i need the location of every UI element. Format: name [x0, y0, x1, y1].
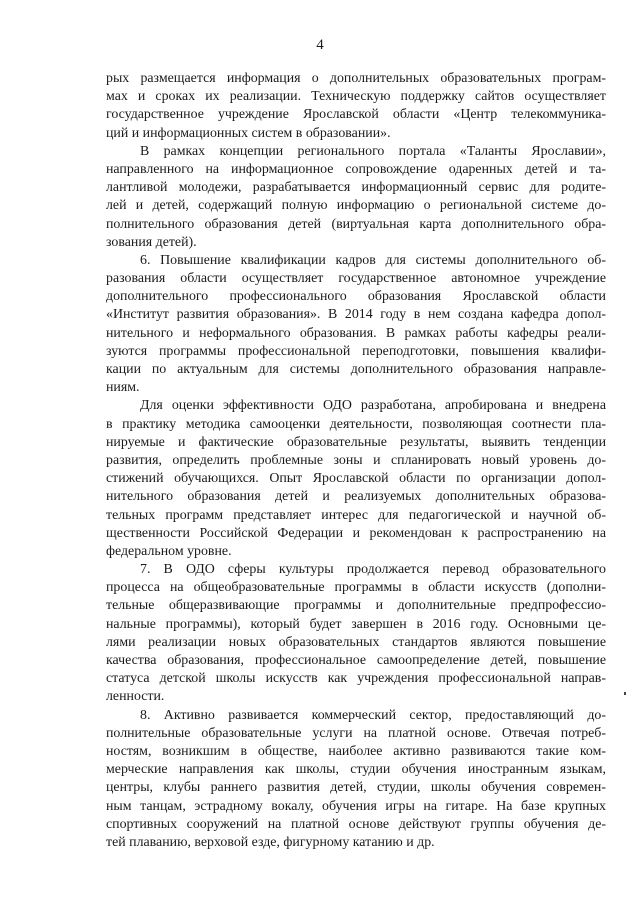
- text-line: нительного образования детей и реализуемых дополнительных образова-: [106, 489, 606, 505]
- text-line: ным танцам, эстрадному вокалу, обучения игры на гитаре. На базе крупных: [106, 798, 606, 814]
- text-line: процесса на общеобразовательные программы в области искусств (дополни-: [106, 580, 606, 596]
- text-line: стижений обучающихся. Опыт Ярославской области по организации допол-: [106, 471, 606, 487]
- text-line: разования области осуществляет государственное автономное учреждение: [106, 271, 606, 287]
- text-line: тей плаванию, верховой езде, фигурному катанию и др.: [106, 834, 435, 850]
- body-text: [106, 70, 606, 852]
- text-line: В рамках концепции регионального портала «Таланты Ярославии»,: [140, 143, 606, 159]
- text-line: нальные программы), который будет завершен в 2016 году. Основными це-: [106, 616, 606, 632]
- text-line: центры, клубы раннего развития детей, студии, школы обучения современ-: [106, 780, 606, 796]
- scan-speck: [624, 692, 626, 695]
- paragraph-6: [106, 707, 606, 853]
- text-line: в практику методика самооценки деятельности, позволяющая соотнести пла-: [106, 416, 606, 432]
- paragraph-1: [106, 70, 606, 143]
- text-line: ленности.: [106, 689, 165, 705]
- text-line: зования детей).: [106, 234, 197, 250]
- text-line: полнительные образовательные услуги на платной основе. Отвечая потреб-: [106, 725, 606, 741]
- text-line: 7. В ОДО сферы культуры продолжается перевод образовательного: [140, 562, 606, 578]
- text-line: ностям, возникшим в обществе, наиболее активно развиваются такие ком-: [106, 743, 606, 759]
- text-line: полнительного образования детей (виртуальная карта дополнительного обра-: [106, 216, 606, 232]
- text-line: спортивных сооружений на платной основе действуют группы обучения де-: [106, 816, 606, 832]
- text-line: федеральном уровне.: [106, 543, 232, 559]
- text-line: лями реализации новых образовательных стандартов являются повышение: [106, 634, 606, 650]
- text-line: зуются программы профессиональной переподготовки, повышения квалифи-: [106, 343, 606, 359]
- text-line: 8. Активно развивается коммерческий сектор, предоставляющий до-: [140, 707, 606, 723]
- text-line: мах и сроках их реализации. Техническую поддержку сайтов осуществляет: [106, 89, 606, 105]
- text-line: кации по актуальным для системы дополнительного образования направле-: [106, 362, 606, 377]
- text-line: лей и детей, содержащий полную информацию о региональной системе до-: [106, 198, 606, 214]
- text-line: нительного и неформального образования. В рамках работы кафедры реали-: [106, 325, 606, 341]
- paragraph-2: [106, 143, 606, 252]
- text-line: направленного на информационное сопровождение одаренных детей и та-: [106, 161, 606, 177]
- text-line: дополнительного профессионального образования Ярославской области: [106, 289, 606, 305]
- text-line: «Институт развития образования». В 2014 году в нем создана кафедра допол-: [106, 307, 606, 323]
- text-line: щественности Российской Федерации и рекомендован к распространению на: [106, 525, 606, 541]
- text-line: тельные общеразвивающие программы и дополнительные предпрофессио-: [106, 598, 606, 614]
- text-line: рых размещается информация о дополнительных образовательных програм-: [106, 71, 606, 86]
- text-line: лантливой молодежи, разрабатывается информационный сервис для родите-: [106, 180, 606, 196]
- text-line: ций и информационных систем в образовании».: [106, 125, 391, 141]
- text-line: государственное учреждение Ярославской области «Центр телекоммуника-: [106, 107, 606, 123]
- text-line: мерческие направления как школы, студии обучения иностранным языкам,: [106, 762, 606, 778]
- text-line: 6. Повышение квалификации кадров для системы дополнительного об-: [140, 252, 606, 268]
- text-line: Для оценки эффективности ОДО разработана, апробирована и внедрена: [140, 398, 606, 414]
- paragraph-5: [106, 561, 606, 707]
- paragraph-3: [106, 252, 606, 398]
- text-line: статуса детской школы искусств как учреждения профессиональной направ-: [106, 671, 606, 687]
- page-number: 4: [316, 37, 324, 53]
- text-line: качества образования, профессиональное самоопределение детей, повышение: [106, 653, 606, 668]
- paragraph-4: [106, 397, 606, 561]
- text-line: ниям.: [106, 380, 140, 396]
- text-line: развития, определить проблемные зоны и спланировать новый уровень до-: [106, 452, 606, 468]
- text-line: нируемые и фактические образовательные результаты, выявить тенденции: [106, 434, 606, 450]
- text-line: тельных программ представляет интерес для педагогической и научной об-: [106, 507, 606, 523]
